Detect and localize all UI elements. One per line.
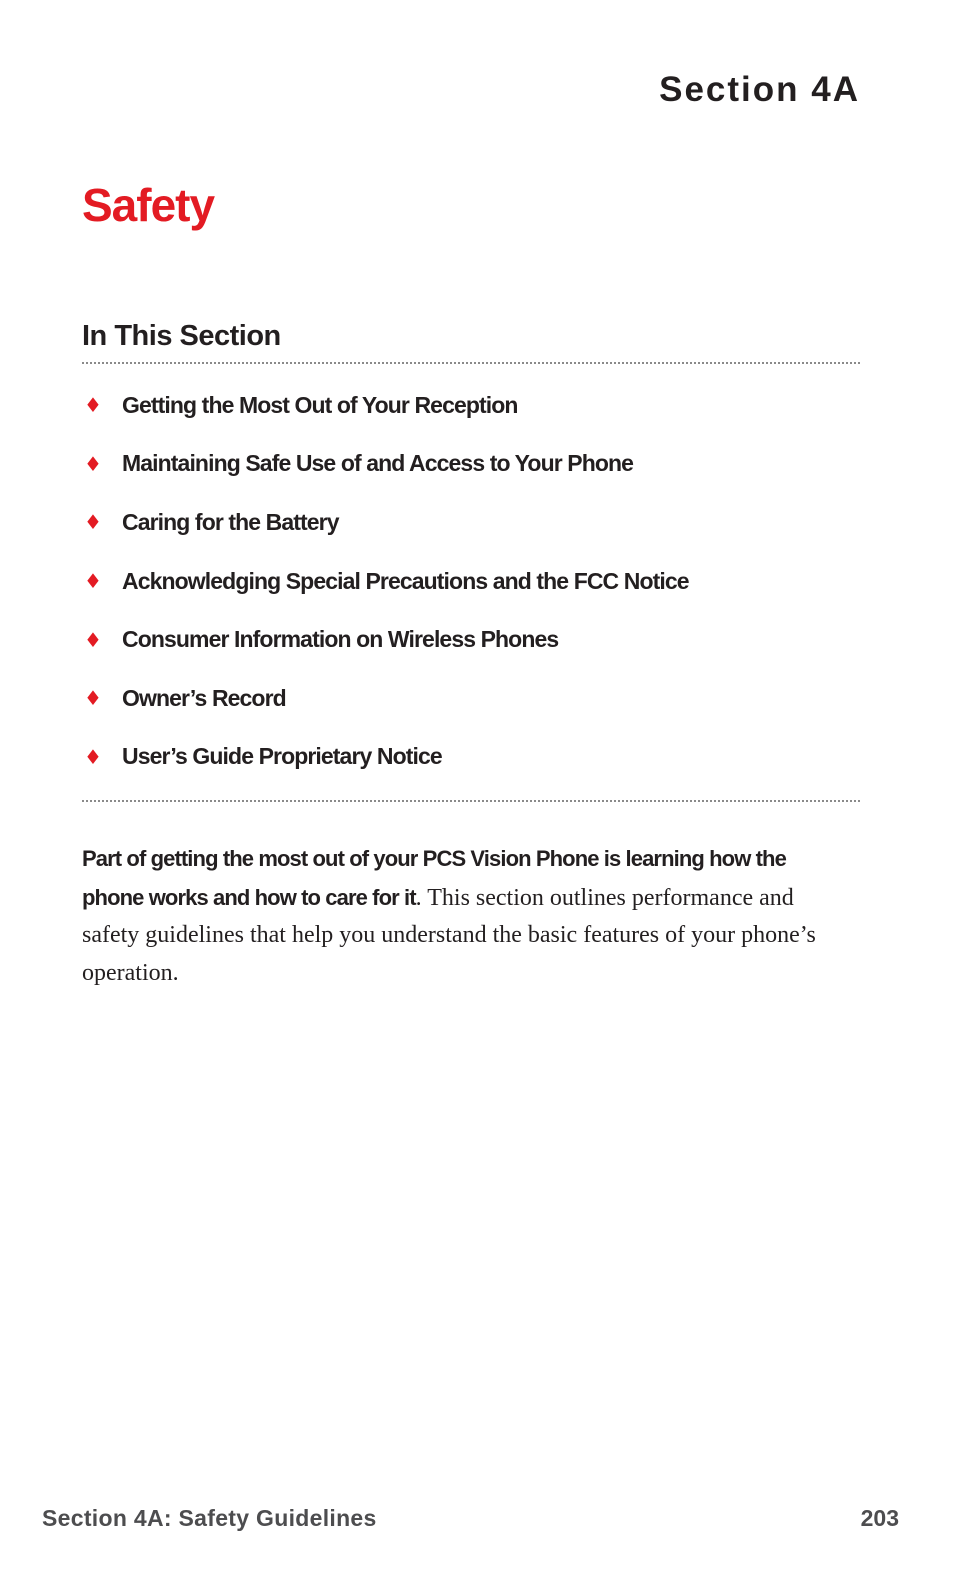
toc-item-label: Consumer Information on Wireless Phones — [122, 626, 559, 653]
toc-item-label: User’s Guide Proprietary Notice — [122, 743, 442, 770]
diamond-bullet-icon: ♦ — [84, 686, 102, 711]
in-this-section-box — [82, 318, 860, 802]
intro-paragraph — [82, 840, 822, 993]
diamond-bullet-icon: ♦ — [84, 744, 102, 769]
toc-item-label: Acknowledging Special Precautions and the FCC Notice — [122, 567, 689, 594]
diamond-bullet-icon: ♦ — [84, 451, 102, 476]
diamond-bullet-icon: ♦ — [84, 569, 102, 594]
toc-item-precautions-fcc[interactable] — [82, 552, 860, 611]
toc-item-label: Getting the Most Out of Your Reception — [122, 391, 518, 418]
toc-item-owners-record[interactable] — [82, 669, 860, 728]
toc-list — [82, 364, 860, 802]
footer-running-title: Section 4A: Safety Guidelines — [42, 1505, 377, 1531]
diamond-bullet-icon: ♦ — [84, 393, 102, 418]
diamond-bullet-icon: ♦ — [84, 510, 102, 535]
toc-item-battery[interactable] — [82, 493, 860, 552]
in-this-section-heading: In This Section — [82, 318, 860, 364]
page-title: Safety — [82, 179, 215, 231]
toc-item-reception[interactable] — [82, 376, 860, 435]
intro-lead-text: Part of getting the most out of your PCS Vision Phone is learning how the phone works and how to care for it — [82, 846, 786, 910]
diamond-bullet-icon: ♦ — [84, 627, 102, 652]
toc-item-label: Maintaining Safe Use of and Access to Your Phone — [122, 450, 634, 477]
section-label: Section 4A — [659, 70, 860, 109]
footer-page-number: 203 — [860, 1505, 899, 1531]
toc-item-label: Caring for the Battery — [122, 508, 339, 535]
toc-item-label: Owner’s Record — [122, 684, 286, 711]
intro-body-text: . This section outlines performance and safety guidelines that help you understand the basic features of your phone’s operation. — [82, 884, 816, 987]
toc-item-safe-use[interactable] — [82, 435, 860, 494]
toc-item-consumer-info[interactable] — [82, 610, 860, 669]
toc-item-proprietary-notice[interactable] — [82, 728, 860, 787]
